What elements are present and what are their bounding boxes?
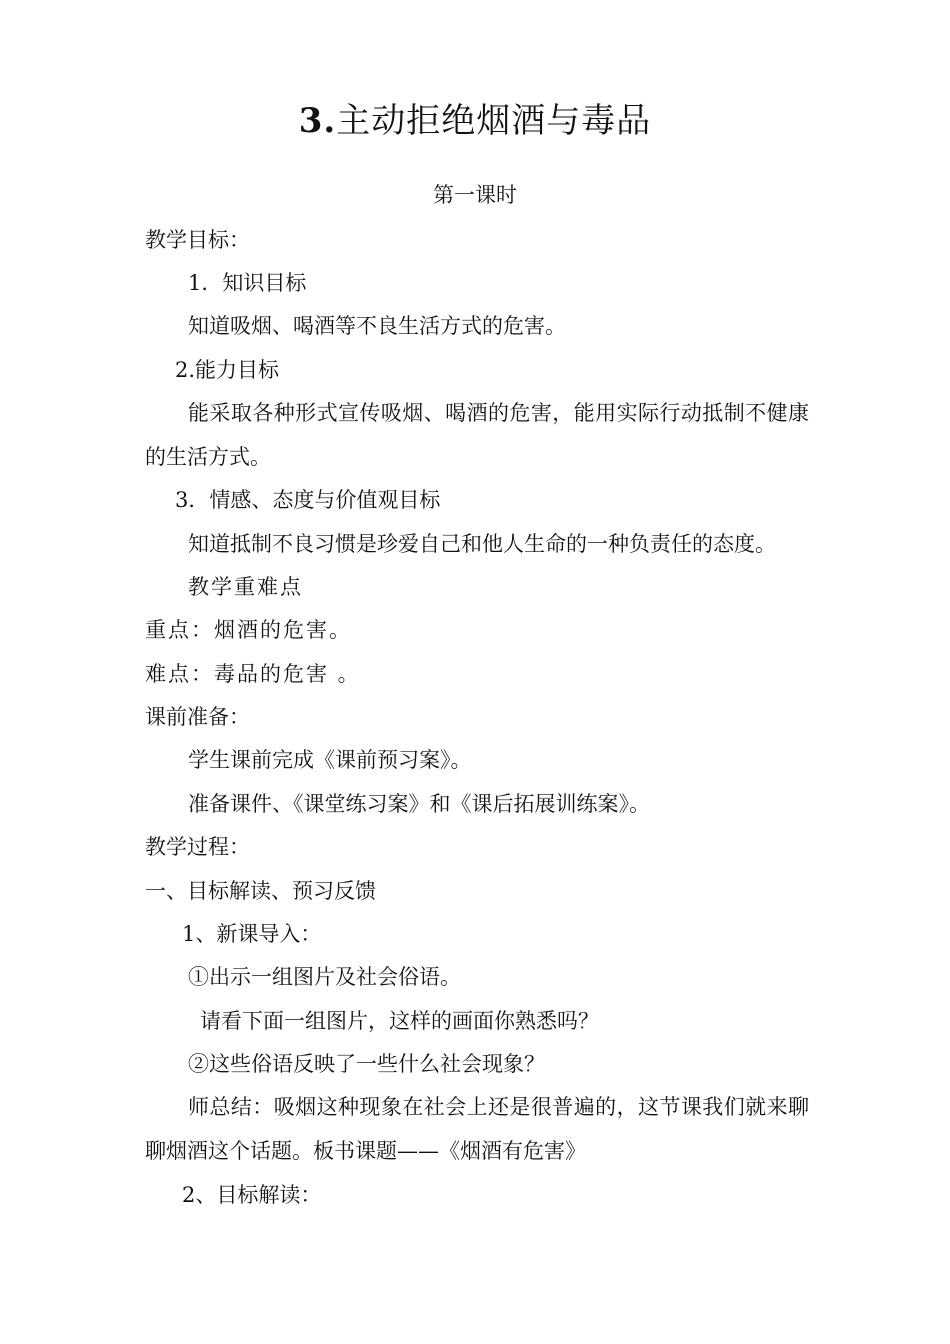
ability-text: 能采取各种形式宣传吸烟、喝酒的危害，能用实际行动抵制不健康的生活方式。 bbox=[145, 401, 809, 469]
knowledge-text: 知道吸烟、喝酒等不良生活方式的危害。 bbox=[188, 314, 566, 338]
title-number: 3. bbox=[298, 101, 337, 141]
step-1b: ②这些俗语反映了一些什么社会现象？ bbox=[188, 1052, 545, 1076]
ability-heading: 2.能力目标 bbox=[175, 358, 280, 382]
title-text: 主动拒绝烟酒与毒品 bbox=[336, 101, 652, 141]
emotion-heading: 3．情感、态度与价值观目标 bbox=[175, 488, 441, 512]
section-1-heading: 一、目标解读、预习反馈 bbox=[145, 879, 376, 903]
lesson-subtitle: 第一课时 bbox=[433, 183, 517, 207]
prep-item-1: 学生课前完成《课前预习案》。 bbox=[188, 748, 472, 772]
step-1a-question: 请看下面一组图片，这样的画面你熟悉吗？ bbox=[200, 1009, 599, 1033]
step-2-heading: 2、目标解读： bbox=[182, 1183, 322, 1207]
difficult-point: 难点：毒品的危害 。 bbox=[145, 662, 361, 686]
document-title bbox=[0, 96, 950, 146]
emotion-text: 知道抵制不良习惯是珍爱自己和他人生命的一种负责任的态度。 bbox=[188, 532, 776, 556]
prep-heading: 课前准备： bbox=[145, 705, 250, 729]
objectives-heading: 教学目标： bbox=[145, 228, 250, 252]
teacher-summary: 师总结：吸烟这种现象在社会上还是很普遍的，这节课我们就来聊聊烟酒这个话题。板书课题——《烟酒有危害》 bbox=[145, 1095, 809, 1163]
step-1-heading: 1、新课导入： bbox=[182, 922, 322, 946]
knowledge-heading: 1．知识目标 bbox=[188, 271, 307, 295]
key-point: 重点：烟酒的危害。 bbox=[145, 618, 352, 642]
key-difficult-heading: 教学重难点 bbox=[188, 575, 303, 599]
step-1a: ①出示一组图片及社会俗语。 bbox=[188, 965, 461, 989]
process-heading: 教学过程： bbox=[145, 835, 250, 859]
prep-item-2: 准备课件、《课堂练习案》和《课后拓展训练案》。 bbox=[188, 792, 650, 816]
